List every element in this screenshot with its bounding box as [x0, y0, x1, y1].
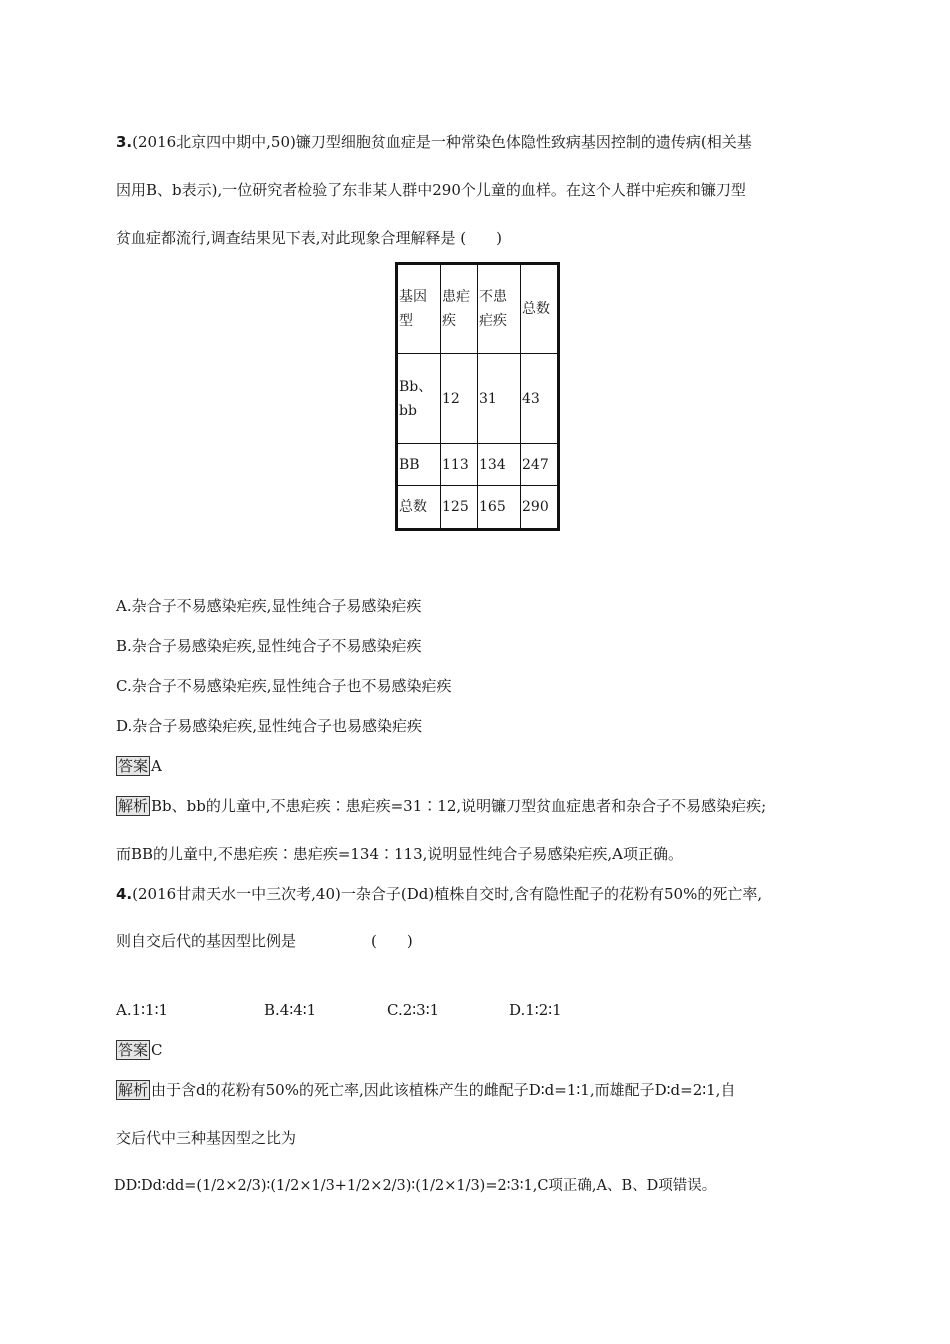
table-cell: Bb、bb [397, 354, 441, 444]
q4-stem-line-2: 则自交后代的基因型比例是 ( ) [116, 932, 413, 950]
table-cell: 165 [478, 486, 521, 530]
q4-answer: C [151, 1041, 163, 1059]
q4-analysis-line-3: DD∶Dd∶dd=(1/2×2/3)∶(1/2×1/3+1/2×2/3)∶(1/2×1/3)=2∶3∶1,C项正确,A、B、D项错误。 [114, 1178, 717, 1194]
q4-analysis-text-1: 由于含d的花粉有50%的死亡率,因此该植株产生的雌配子D∶d=1∶1,而雄配子D∶d=2∶1,自 [151, 1081, 736, 1099]
q3-stem-line-3: 贫血症都流行,调查结果见下表,对此现象合理解释是 ( ) [116, 229, 503, 247]
q3-answer-line [116, 756, 850, 776]
table-cell: 247 [521, 444, 559, 486]
q4-number: 4. [116, 885, 133, 903]
table-header-cell: 基因型 [397, 264, 441, 354]
q4-option-c: C.2∶3∶1 [387, 1001, 440, 1019]
table-cell: 134 [478, 444, 521, 486]
table-cell: BB [397, 444, 441, 486]
table-cell: 31 [478, 354, 521, 444]
table-header-cell: 总数 [521, 264, 559, 354]
q3-number: 3. [116, 133, 133, 151]
q3-option-c: C.杂合子不易感染疟疾,显性纯合子也不易感染疟疾 [116, 677, 452, 695]
q4-option-b: B.4∶4∶1 [264, 1001, 317, 1019]
q3-analysis-line-1 [116, 796, 850, 816]
table-header-row [397, 264, 559, 354]
q4-stem-line-1 [116, 884, 850, 904]
table-header-cell: 患疟疾 [441, 264, 478, 354]
q4-stem-text-1: (2016甘肃天水一中三次考,40)一杂合子(Dd)植株自交时,含有隐性配子的花粉有50%的死亡率, [132, 885, 763, 903]
table-row [397, 354, 559, 444]
answer-label: 答案 [118, 757, 149, 775]
table-cell: 290 [521, 486, 559, 530]
table-cell: 43 [521, 354, 559, 444]
q3-analysis-line-2: 而BB的儿童中,不患疟疾∶患疟疾=134∶113,说明显性纯合子易感染疟疾,A项正确。 [116, 845, 684, 863]
q3-option-b: B.杂合子易感染疟疾,显性纯合子不易感染疟疾 [116, 637, 422, 655]
analysis-label: 解析 [118, 797, 149, 815]
genotype-table [395, 262, 560, 531]
table-cell: 125 [441, 486, 478, 530]
q4-analysis-line-1 [116, 1080, 850, 1100]
table-row [397, 444, 559, 486]
table-row [397, 486, 559, 530]
q3-stem-text-1: (2016北京四中期中,50)镰刀型细胞贫血症是一种常染色体隐性致病基因控制的遗传病(相关基 [132, 133, 752, 151]
answer-label: 答案 [118, 1041, 149, 1059]
table-cell: 113 [441, 444, 478, 486]
analysis-label: 解析 [118, 1081, 149, 1099]
q3-analysis-text-1: Bb、bb的儿童中,不患疟疾∶患疟疾=31∶12,说明镰刀型贫血症患者和杂合子不易感染疟疾; [151, 797, 767, 815]
q3-option-d: D.杂合子易感染疟疾,显性纯合子也易感染疟疾 [116, 717, 423, 735]
q4-option-d: D.1∶2∶1 [509, 1001, 562, 1019]
q3-option-a: A.杂合子不易感染疟疾,显性纯合子易感染疟疾 [116, 597, 422, 615]
q3-stem-line-1 [116, 132, 850, 152]
q4-analysis-line-2: 交后代中三种基因型之比为 [116, 1129, 297, 1147]
q4-answer-line [116, 1040, 850, 1060]
table-cell: 总数 [397, 486, 441, 530]
table-cell: 12 [441, 354, 478, 444]
q3-stem-line-2: 因用B、b表示),一位研究者检验了东非某人群中290个儿童的血样。在这个人群中疟疾和镰刀型 [116, 181, 746, 199]
q3-answer: A [151, 757, 162, 775]
q4-option-a: A.1∶1∶1 [116, 1001, 169, 1019]
table-header-cell: 不患疟疾 [478, 264, 521, 354]
